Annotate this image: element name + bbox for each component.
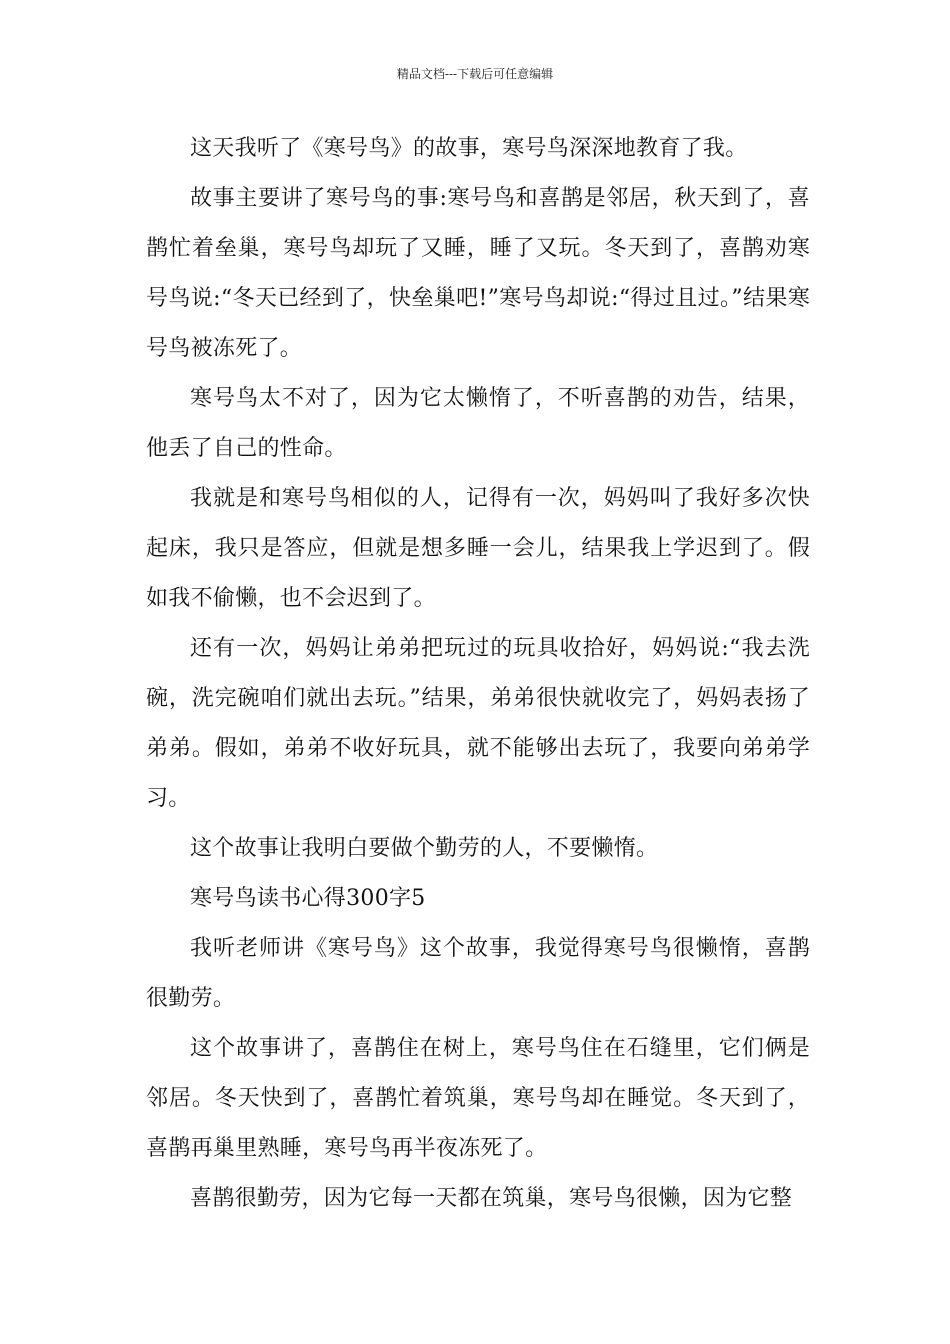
paragraph-5: 还有一次，妈妈让弟弟把玩过的玩具收拾好，妈妈说:“我去洗碗，洗完碗咱们就出去玩。”结果，弟弟很快就收完了，妈妈表扬了弟弟。假如，弟弟不收好玩具，就不能够出去玩了，我要向弟弟学习。 xyxy=(146,636,810,811)
paragraph-7: 我听老师讲《寒号鸟》这个故事，我觉得寒号鸟很懒惰，喜鹊很勤劳。 xyxy=(146,936,810,1011)
paragraph-2: 故事主要讲了寒号鸟的事:寒号鸟和喜鹊是邻居，秋天到了，喜鹊忙着垒巢，寒号鸟却玩了又睡，睡了又玩。冬天到了，喜鹊劝寒号鸟说:“冬天已经到了，快垒巢吧!”寒号鸟却说:“得过且过。”结果寒号鸟被冻死了。 xyxy=(146,186,810,361)
paragraph-1: 这天我听了《寒号鸟》的故事，寒号鸟深深地教育了我。 xyxy=(190,136,748,161)
paragraph-9: 喜鹊很勤劳，因为它每一天都在筑巢，寒号鸟很懒，因为它整 xyxy=(190,1186,793,1211)
paragraph-3: 寒号鸟太不对了，因为它太懒惰了，不听喜鹊的劝告，结果，他丢了自己的性命。 xyxy=(146,386,810,461)
paragraph-8: 这个故事讲了，喜鹊住在树上，寒号鸟住在石缝里，它们俩是邻居。冬天快到了，喜鹊忙着筑巢，寒号鸟却在睡觉。冬天到了，喜鹊再巢里熟睡，寒号鸟再半夜冻死了。 xyxy=(146,1036,810,1161)
document-body xyxy=(146,124,810,1224)
page-header: 精品文档---下载后可任意编辑 xyxy=(396,67,554,81)
paragraph-4: 我就是和寒号鸟相似的人，记得有一次，妈妈叫了我好多次快起床，我只是答应，但就是想多睡一会儿，结果我上学迟到了。假如我不偷懒，也不会迟到了。 xyxy=(146,486,810,611)
paragraph-6: 这个故事让我明白要做个勤劳的人，不要懒惰。 xyxy=(190,836,659,861)
section-title: 寒号鸟读书心得300字5 xyxy=(190,886,426,911)
